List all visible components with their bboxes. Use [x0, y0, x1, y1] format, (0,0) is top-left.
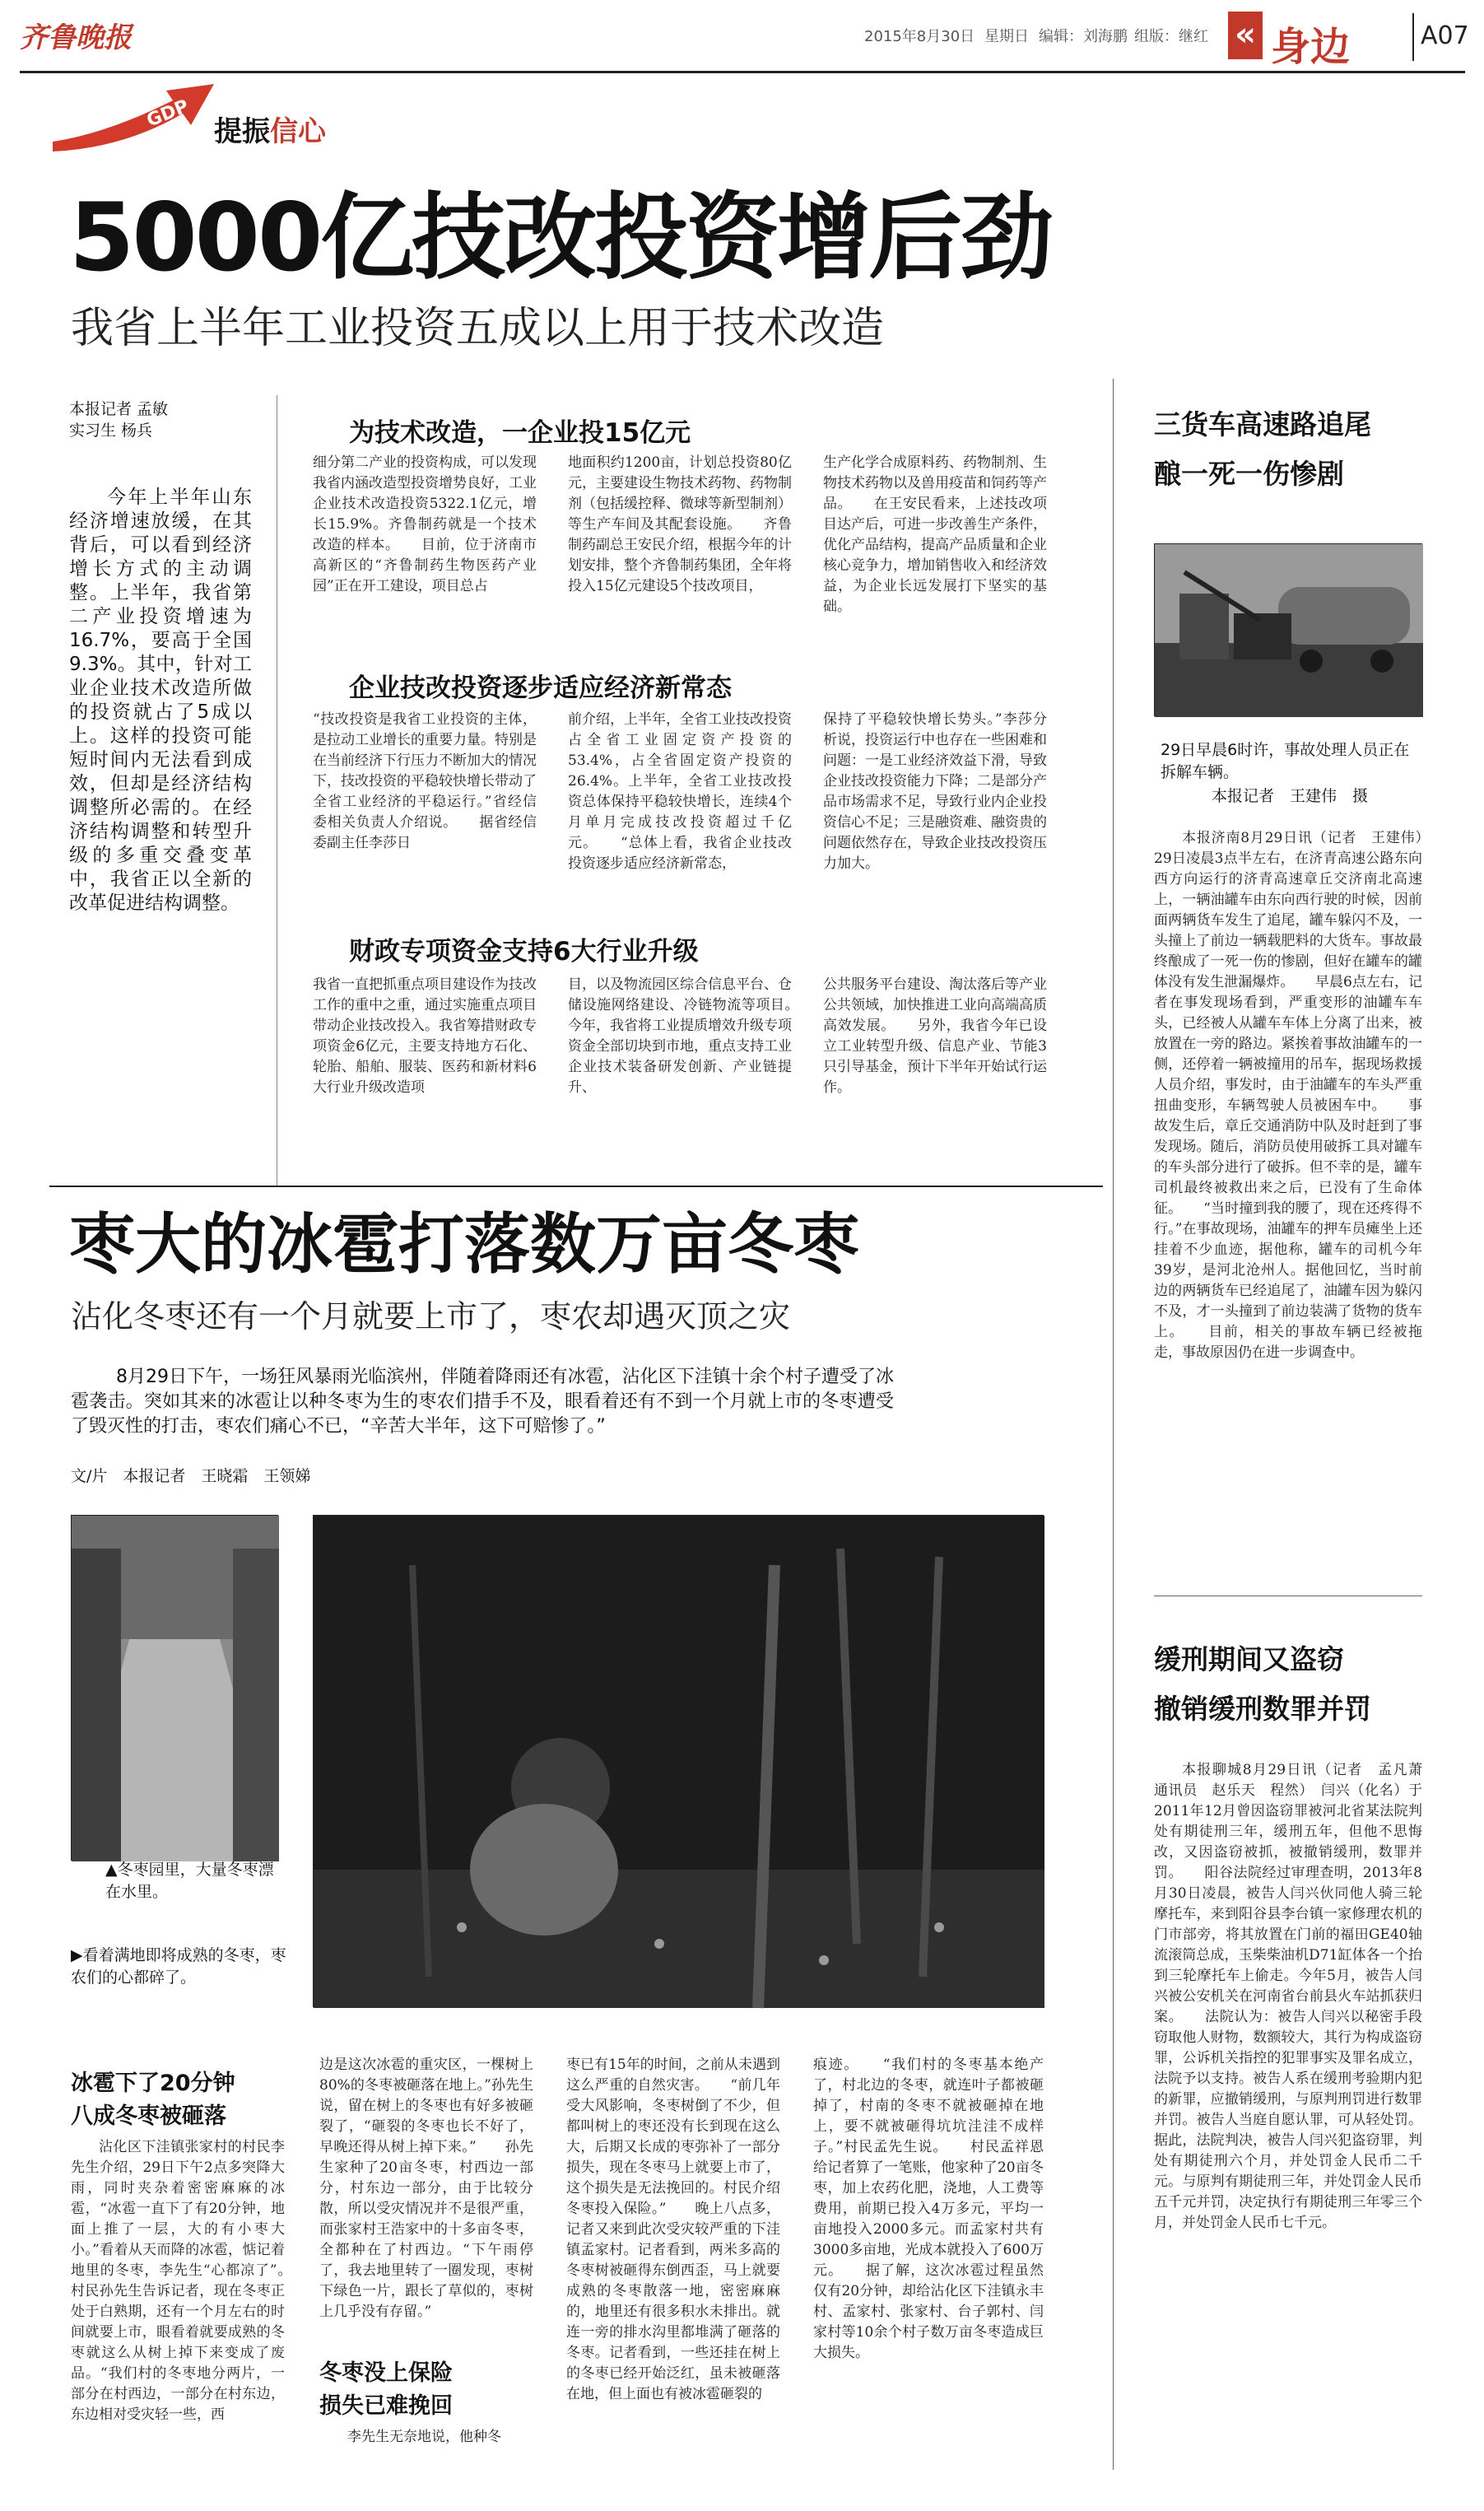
story2-deck: 沾化冬枣还有一个月就要上市了，枣农却遇灭顶之灾: [71, 1298, 791, 1335]
sidebar-divider: [1113, 379, 1114, 2470]
story2-subhead-2a: 冬枣没上保险: [319, 2360, 453, 2386]
story1-sec3-col3: 公共服务平台建设、淘汰落后等产业公共领域，加快推进工业向高端高质高效发展。 另外，我省今年已设立工业转型升级、信息产业、节能3只引导基金，预计下半年开始试行运作。: [823, 976, 1047, 1096]
banner-label-accent: 信心: [270, 115, 326, 148]
story1-lead: 今年上半年山东经济增速放缓，在其背后，可以看到经济增长方式的主动调整。上半年，我省第二产业投资增速为16.7%，要高于全国9.3%。其中，针对工业企业技术改造所做的投资就占了5成以上。这样的投资可能短时间内无法看到成效，但却是经济结构调整所必需的。在经济结构调整和转型升级的多重交叠变革中，我省正以全新的改革促进结构调整。: [69, 487, 252, 914]
side1-photo-credit: 本报记者 王建伟 摄: [1212, 787, 1369, 805]
story1-headline: 5000亿技改投资增后劲: [69, 183, 1052, 292]
story2-subhead-1b: 八成冬枣被砸落: [71, 2103, 226, 2129]
page-editor: 编辑：刘海鹏: [1039, 28, 1128, 45]
story1-sec1-col2: 地面积约1200亩，计划总投资80亿元，主要建设生物技术药物、药物制剂（包括缓控释、微球等新型制剂）等生产车间及其配套设施。 齐鲁制药副总王安民介绍，根据今年的计划安排，整个齐鲁制药集团，全年将投入15亿元建设5个技改项目，: [568, 454, 792, 594]
story-separator: [49, 1186, 1103, 1187]
page-number: A07: [1421, 21, 1469, 50]
story2-byline: 文/片 本报记者 王晓霜 王领娣: [71, 1467, 311, 1485]
banner-label-text: 提振: [214, 115, 270, 148]
side1-body: 本报济南8月29日讯（记者 王建伟） 29日凌晨3点半左右，在济青高速公路东向西方向运行的济青高速章丘交济南北高速上，一辆油罐车由东向西行驶的时候，因前面两辆货车发生了追尾，罐车躲闪不及，一头撞上了前边一辆载肥料的大货车。事故最终酿成了一死一伤的惨剧，但好在罐车的罐体没有发生泄漏爆炸。 早晨6点左右，记者在事发现场看到，严重变形的油罐车车头，已经被人从罐车车体上分离了出来，被放置在一旁的路边。紧挨着事故油罐车的一侧，还停着一辆被撞用的吊车，据现场救援人员介绍，事发时，由于油罐车的车头严重扭曲变形，车辆驾驶人员被困车中。 事故发生后，章丘交通消防中队及时赶到了事发现场。随后，消防员使用破拆工具对罐车的车头部分进行了破拆。但不幸的是，罐车司机最终被救出来之后，已没有了生命体征。 “当时撞到我的腰了，现在还疼得不行。”在事故现场，油罐车的押车员瘫坐上还挂着不少血迹，据他称，罐车的司机今年39岁，是河北沧州人。据他回忆，当时前边的两辆货车已经追尾了，油罐车因为躲闪不及，才一头撞到了前边装满了货物的货车上。 目前，相关的事故车辆已经被拖走，事故原因仍在进一步调查中。: [1154, 830, 1436, 1361]
story2-lead: 8月29日下午，一场狂风暴雨光临滨州，伴随着降雨还有冰雹，沾化区下洼镇十余个村子遭受了冰雹袭击。突如其来的冰雹让以种冬枣为生的枣农们措手不及，眼看着还有不到一个月就上市的冬枣遭受了毁灭性的打击，枣农们痛心不已，“辛苦大半年，这下可赔惨了。”: [71, 1367, 894, 1437]
story1-sec3-col2: 目，以及物流园区综合信息平台、仓储设施网络建设、冷链物流等项目。 今年，我省将工业提质增效升级专项资金全部切块到市地，重点支持工业企业技术装备研发创新、产业链提升、: [568, 976, 820, 1096]
side2-headline-2: 撤销缓刑数罪并罚: [1154, 1693, 1371, 1725]
story2-subhead-1a: 冰雹下了20分钟: [71, 2071, 235, 2096]
story1-subhead-1: 为技术改造，一企业投15亿元: [349, 418, 691, 448]
page-designer: 组版：继红: [1134, 28, 1208, 45]
banner-label: [214, 109, 326, 149]
side1-headline-1: 三货车高速路追尾: [1154, 408, 1371, 440]
story1-sec1-col1: 细分第二产业的投资构成，可以发现我省内涵改造型投资增势良好，工业企业技术改造投资5322.1亿元，增长15.9%。齐鲁制药就是一个技术改造的样本。 目前，位于济南市高新区的“齐鲁制药生物医药产业园”正在开工建设，项目总占: [313, 454, 537, 594]
gdp-label: GDP: [143, 96, 192, 132]
farmer-orchard-image: [314, 1516, 1044, 2008]
issue-weekday: 星期日: [984, 28, 1029, 45]
story2-subhead-2b: 损失已难挽回: [319, 2393, 453, 2419]
side2-body: 本报聊城8月29日讯（记者 孟凡萧 通讯员 赵乐天 程然） 闫兴（化名）于2011年12月曾因盗窃罪被河北省某法院判处有期徒刑三年，缓刑五年，但他不思悔改，又因盗窃被抓，被撤销缓刑，数罪并罚。 阳谷法院经过审理查明，2013年8月30日凌晨，被告人闫兴伙同他人骑三轮摩托车，来到阳谷县李台镇一家修理农机的门市部旁，将其放置在门前的福田GE40轴流滚筒总成，玉柴柴油机D71缸体各一个抬到三轮摩托车上偷走。今年5月，被告人闫兴被公安机关在河南省台前县火车站抓获归案。 法院认为：被告人闫兴以秘密手段窃取他人财物，数额较大，其行为构成盗窃罪，公诉机关指控的犯罪事实及罪名成立，法院予以支持。被告人系在缓刑考验期内犯的新罪，应撤销缓刑，与原判刑罚进行数罪并罚。被告人当庭自愿认罪，可从轻处罚。据此，法院判决，被告人闫兴犯盗窃罪，判处有期徒刑六个月，并处罚金人民币二千元。与原判有期徒刑三年，并处罚金人民币五千元并罚，决定执行有期徒刑三年零三个月，并处罚金人民币七千元。: [1154, 1762, 1436, 2231]
farmer-orchard-photo: [313, 1515, 1044, 2007]
story2-col1: 沾化区下洼镇张家村的村民李先生介绍，29日下午2点多突降大雨，同时夹杂着密密麻麻的冰雹，“冰雹一直下了有20分钟，地面上推了一层，大的有小枣大小。”看着从天而降的冰雹，惦记着地里的冬枣，李先生“心都凉了”。 村民孙先生告诉记者，现在冬枣正处于白熟期，还有一个月左右的时间就要上市，眼看着就要成熟的冬枣就这么从树上掉下来变成了废品。“我们村的冬枣地分两片，一部分在村西边，一部分在村东边，东边相对受灾轻一些，西: [71, 2139, 313, 2423]
story2-caption-2: ▶看着满地即将成熟的冬枣，枣农们的心都碎了。: [71, 1946, 286, 1987]
masthead-divider: [1412, 13, 1414, 61]
story1-sec2-col3: 保持了平稳较快增长势头。”李莎分析说，投资运行中也存在一些困难和问题：一是工业经济效益下滑，导致企业技改投资能力下降；二是部分产品市场需求不足，导致行业内企业投资信心不足；三是融资难、融资贵的问题依然存在，导致企业技改投资压力加大。: [823, 711, 1047, 872]
story1-byline-intern: 实习生 杨兵: [69, 422, 153, 440]
story1-sec1-col3: 生产化学合成原料药、药物制剂、生物技术药物以及兽用疫苗和饲药等产品。 在王安民看来，上述技改项目达产后，可进一步改善生产条件，优化产品结构，提高产品质量和企业核心竞争力，增加销售收入和经济效益，为企业长远发展打下坚实的基础。: [823, 454, 1047, 615]
story2-caption-1: ▲冬枣园里，大量冬枣漂在水里。: [105, 1861, 274, 1901]
story2-col2: 边是这次冰雹的重灾区，一棵树上80%的冬枣被砸落在地上。”孙先生说，留在树上的冬枣也有好多被砸裂了，“砸裂的冬枣也长不好了，早晚还得从树上掉下来。” 孙先生家种了20亩冬枣，村西边一部分，村东边一部分，由于比较分散，所以受灾情况并不是很严重，而张家村王浩家中的十多亩冬枣，全都种在了村西边。“下午雨停了，我去地里转了一圈发现，枣树下绿色一片，跟长了草似的，枣树上几乎没有存留。”: [319, 2057, 533, 2320]
side1-photo-caption: 29日早晨6时许，事故处理人员正在拆解车辆。: [1161, 741, 1410, 781]
story2-col2-tail: 李先生无奈地说，他种冬: [347, 2429, 501, 2445]
side2-headline-1: 缓刑期间又盗窃: [1154, 1643, 1344, 1675]
story1-subhead-3: 财政专项资金支持6大行业升级: [349, 937, 699, 967]
story1-sec3-col1: 我省一直把抓重点项目建设作为技改工作的重中之重，通过实施重点项目带动企业技改投入。我省筹措财政专项资金6亿元，主要支持地方石化、轮胎、船舶、服装、医药和新材料6大行业升级改造项: [313, 976, 537, 1096]
gdp-arrow-icon: [49, 76, 222, 151]
story2-headline: 枣大的冰雹打落数万亩冬枣: [69, 1206, 859, 1283]
flooded-orchard-image: [72, 1516, 279, 1861]
story1-subhead-2: 企业技改投资逐步适应经济新常态: [349, 673, 732, 703]
story2-col3: 枣已有15年的时间，之前从未遇到这么严重的自然灾害。 “前几年受大风影响，冬枣树倒了不少，但都叫树上的枣还没有长到现在这么大，后期又长成的枣弥补了一部分损失，现在冬枣马上就要上市了，这个损失是无法挽回的。村民介绍冬枣投入保险。” 晚上八点多，记者又来到此次受灾较严重的下洼镇孟家村。记者看到，两米多高的冬枣树被砸得东倒西歪，马上就要成熟的冬枣散落一地，密密麻麻的，地里还有很多积水未排出。就连一旁的排水沟里都堆满了砸落的冬枣。记者看到，一些还挂在树上的冬枣已经开始泛红，虽未被砸落在地，但上面也有被冰雹砸裂的: [566, 2057, 780, 2402]
story2-col4: 痕迹。 “我们村的冬枣基本绝产了，村北边的冬枣，就连叶子都被砸掉了，村南的冬枣不就被砸掉在地上，要不就被砸得坑坑洼洼不成样子。”村民孟先生说。 村民孟祥恩给记者算了一笔账，他家种了20亩冬枣，加上农药化肥，浇地，人工费等费用，前期已投入4万多元，平均一亩地投入2000多元。而孟家村共有3000多亩地，光成本就投入了600万元。 据了解，这次冰雹过程虽然仅有20分钟，却给沾化区下洼镇永丰村、孟家村、张家村、台子郭村、闫家村等10余个村子数万亩冬枣造成巨大损失。: [813, 2057, 1044, 2361]
flooded-orchard-photo: [71, 1515, 278, 1861]
issue-date: 2015年8月30日: [864, 28, 975, 45]
truck-accident-image: [1155, 544, 1423, 717]
side1-headline-2: 酿一死一伤惨剧: [1154, 458, 1344, 490]
story1-byline-reporter: 本报记者 孟敏: [69, 400, 169, 418]
masthead-rule: [20, 71, 1465, 73]
story1-deck: 我省上半年工业投资五成以上用于技术改造: [71, 304, 885, 353]
truck-accident-photo: [1154, 543, 1422, 716]
story1-sec2-col2: 前介绍，上半年，全省工业技改投资占全省工业固定资产投资的53.4%，占全省固定资产投资的26.4%。上半年，全省工业技改投资总体保持平稳较快增长，连续4个月单月完成技改投资超过千亿元。 “总体上看，我省企业技改投资逐步适应经济新常态，: [568, 711, 792, 872]
newspaper-logo: 齐鲁晚报: [20, 21, 132, 54]
section-title: 身边: [1271, 24, 1351, 70]
section-chevron-icon: «: [1228, 12, 1263, 59]
story1-sec2-col1: “技改投资是我省工业投资的主体，是拉动工业增长的重要力量。特别是在当前经济下行压力不断加大的情况下，技改投资的平稳较快增长带动了全省工业经济的平稳运行。”省经信委相关负责人介绍说。 据省经信委副主任李莎日: [313, 711, 537, 851]
